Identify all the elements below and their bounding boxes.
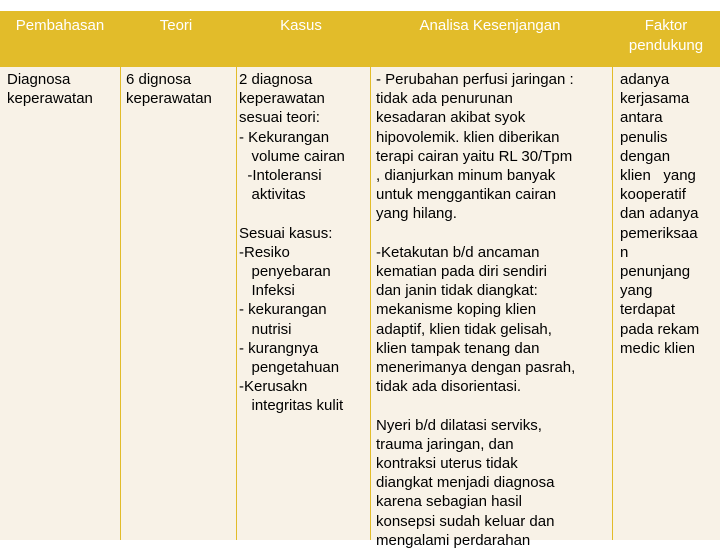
header-kasus: Kasus xyxy=(280,17,322,34)
cell-line: 2 diagnosa xyxy=(239,71,313,88)
cell-line: adaptif, klien tidak gelisah, xyxy=(376,320,552,338)
cell-line: kematian pada diri sendiri xyxy=(376,263,547,281)
cell-line: diangkat menjadi diagnosa xyxy=(376,474,555,492)
cell-line xyxy=(239,204,345,223)
cell-line: penyebaran xyxy=(239,263,331,281)
cell-line: mekanisme koping klien xyxy=(376,301,537,319)
cell-line: dan adanya xyxy=(620,205,699,223)
cell-analisa xyxy=(376,70,575,550)
cell-line: terdapat xyxy=(620,301,676,319)
header-faktor-pendukung: Faktor pendukung xyxy=(628,17,704,54)
cell-line: volume cairan xyxy=(239,147,345,165)
cell-kasus xyxy=(239,70,345,416)
cell-line: Diagnosa xyxy=(7,71,71,88)
cell-line: kooperatif xyxy=(620,186,686,204)
cell-line: nutrisi xyxy=(239,320,292,338)
cell-line: yang xyxy=(620,282,653,300)
column-divider xyxy=(120,67,121,540)
cell-line: sesuai teori: xyxy=(239,109,320,127)
cell-line: , dianjurkan minum banyak xyxy=(376,167,556,185)
header-analisa-kesenjangan: Analisa Kesenjangan xyxy=(419,17,561,34)
cell-teori xyxy=(126,70,212,108)
cell-line: tidak ada penurunan xyxy=(376,90,513,108)
cell-line: - kurangnya xyxy=(239,339,319,357)
cell-line: keperawatan xyxy=(239,90,325,108)
cell-line: integritas kulit xyxy=(239,397,344,415)
cell-line: medic klien xyxy=(620,339,696,357)
cell-line: karena sebagian hasil xyxy=(376,493,522,511)
cell-line: hipovolemik. klien diberikan xyxy=(376,128,560,146)
cell-line: yang hilang. xyxy=(376,205,457,223)
cell-line: pengetahuan xyxy=(239,359,340,377)
header-teori: Teori xyxy=(159,17,193,34)
cell-line: - Perubahan perfusi jaringan : xyxy=(376,71,574,88)
header-pembahasan: Pembahasan xyxy=(15,17,105,34)
cell-line: -Ketakutan b/d ancaman xyxy=(376,243,540,261)
cell-line: klien tampak tenang dan xyxy=(376,339,540,357)
cell-line: mengalami perdarahan xyxy=(376,531,531,549)
cell-line xyxy=(376,224,575,243)
cell-line: Infeksi xyxy=(239,282,295,300)
cell-line: pada rekam xyxy=(620,320,700,338)
cell-line: menerimanya dengan pasrah, xyxy=(376,359,576,377)
cell-line: aktivitas xyxy=(239,186,306,204)
cell-line: Sesuai kasus: xyxy=(239,224,333,242)
cell-line: klien yang xyxy=(620,167,696,185)
cell-line: terapi cairan yaitu RL 30/Tpm xyxy=(376,147,573,165)
cell-line: -Intoleransi xyxy=(239,167,322,185)
cell-line: - Kekurangan xyxy=(239,128,330,146)
cell-line: Nyeri b/d dilatasi serviks, xyxy=(376,416,542,434)
cell-line: keperawatan xyxy=(126,90,212,108)
cell-line: n xyxy=(620,243,629,261)
cell-line: konsepsi sudah keluar dan xyxy=(376,512,555,530)
cell-line: 6 dignosa xyxy=(126,71,192,88)
cell-line: penulis xyxy=(620,128,668,146)
cell-line: - kekurangan xyxy=(239,301,327,319)
cell-line: -Kerusakn xyxy=(239,378,308,396)
column-divider xyxy=(612,67,613,540)
cell-line xyxy=(376,396,575,415)
cell-line: kontraksi uterus tidak xyxy=(376,455,518,473)
cell-line: tidak ada disorientasi. xyxy=(376,378,522,396)
cell-line: pemeriksaa xyxy=(620,224,698,242)
cell-line: penunjang xyxy=(620,263,691,281)
cell-line: kesadaran akibat syok xyxy=(376,109,526,127)
cell-line: -Resiko xyxy=(239,243,290,261)
cell-line: kerjasama xyxy=(620,90,690,108)
cell-faktor xyxy=(620,70,699,358)
cell-line: dengan xyxy=(620,147,671,165)
cell-line: antara xyxy=(620,109,663,127)
cell-line: untuk menggantikan cairan xyxy=(376,186,557,204)
cell-line: keperawatan xyxy=(7,90,93,108)
column-divider xyxy=(370,67,371,540)
cell-line: adanya xyxy=(620,71,670,88)
cell-line: dan janin tidak diangkat: xyxy=(376,282,538,300)
cell-pembahasan xyxy=(7,70,93,108)
cell-line: trauma jaringan, dan xyxy=(376,435,514,453)
column-divider xyxy=(236,67,237,540)
